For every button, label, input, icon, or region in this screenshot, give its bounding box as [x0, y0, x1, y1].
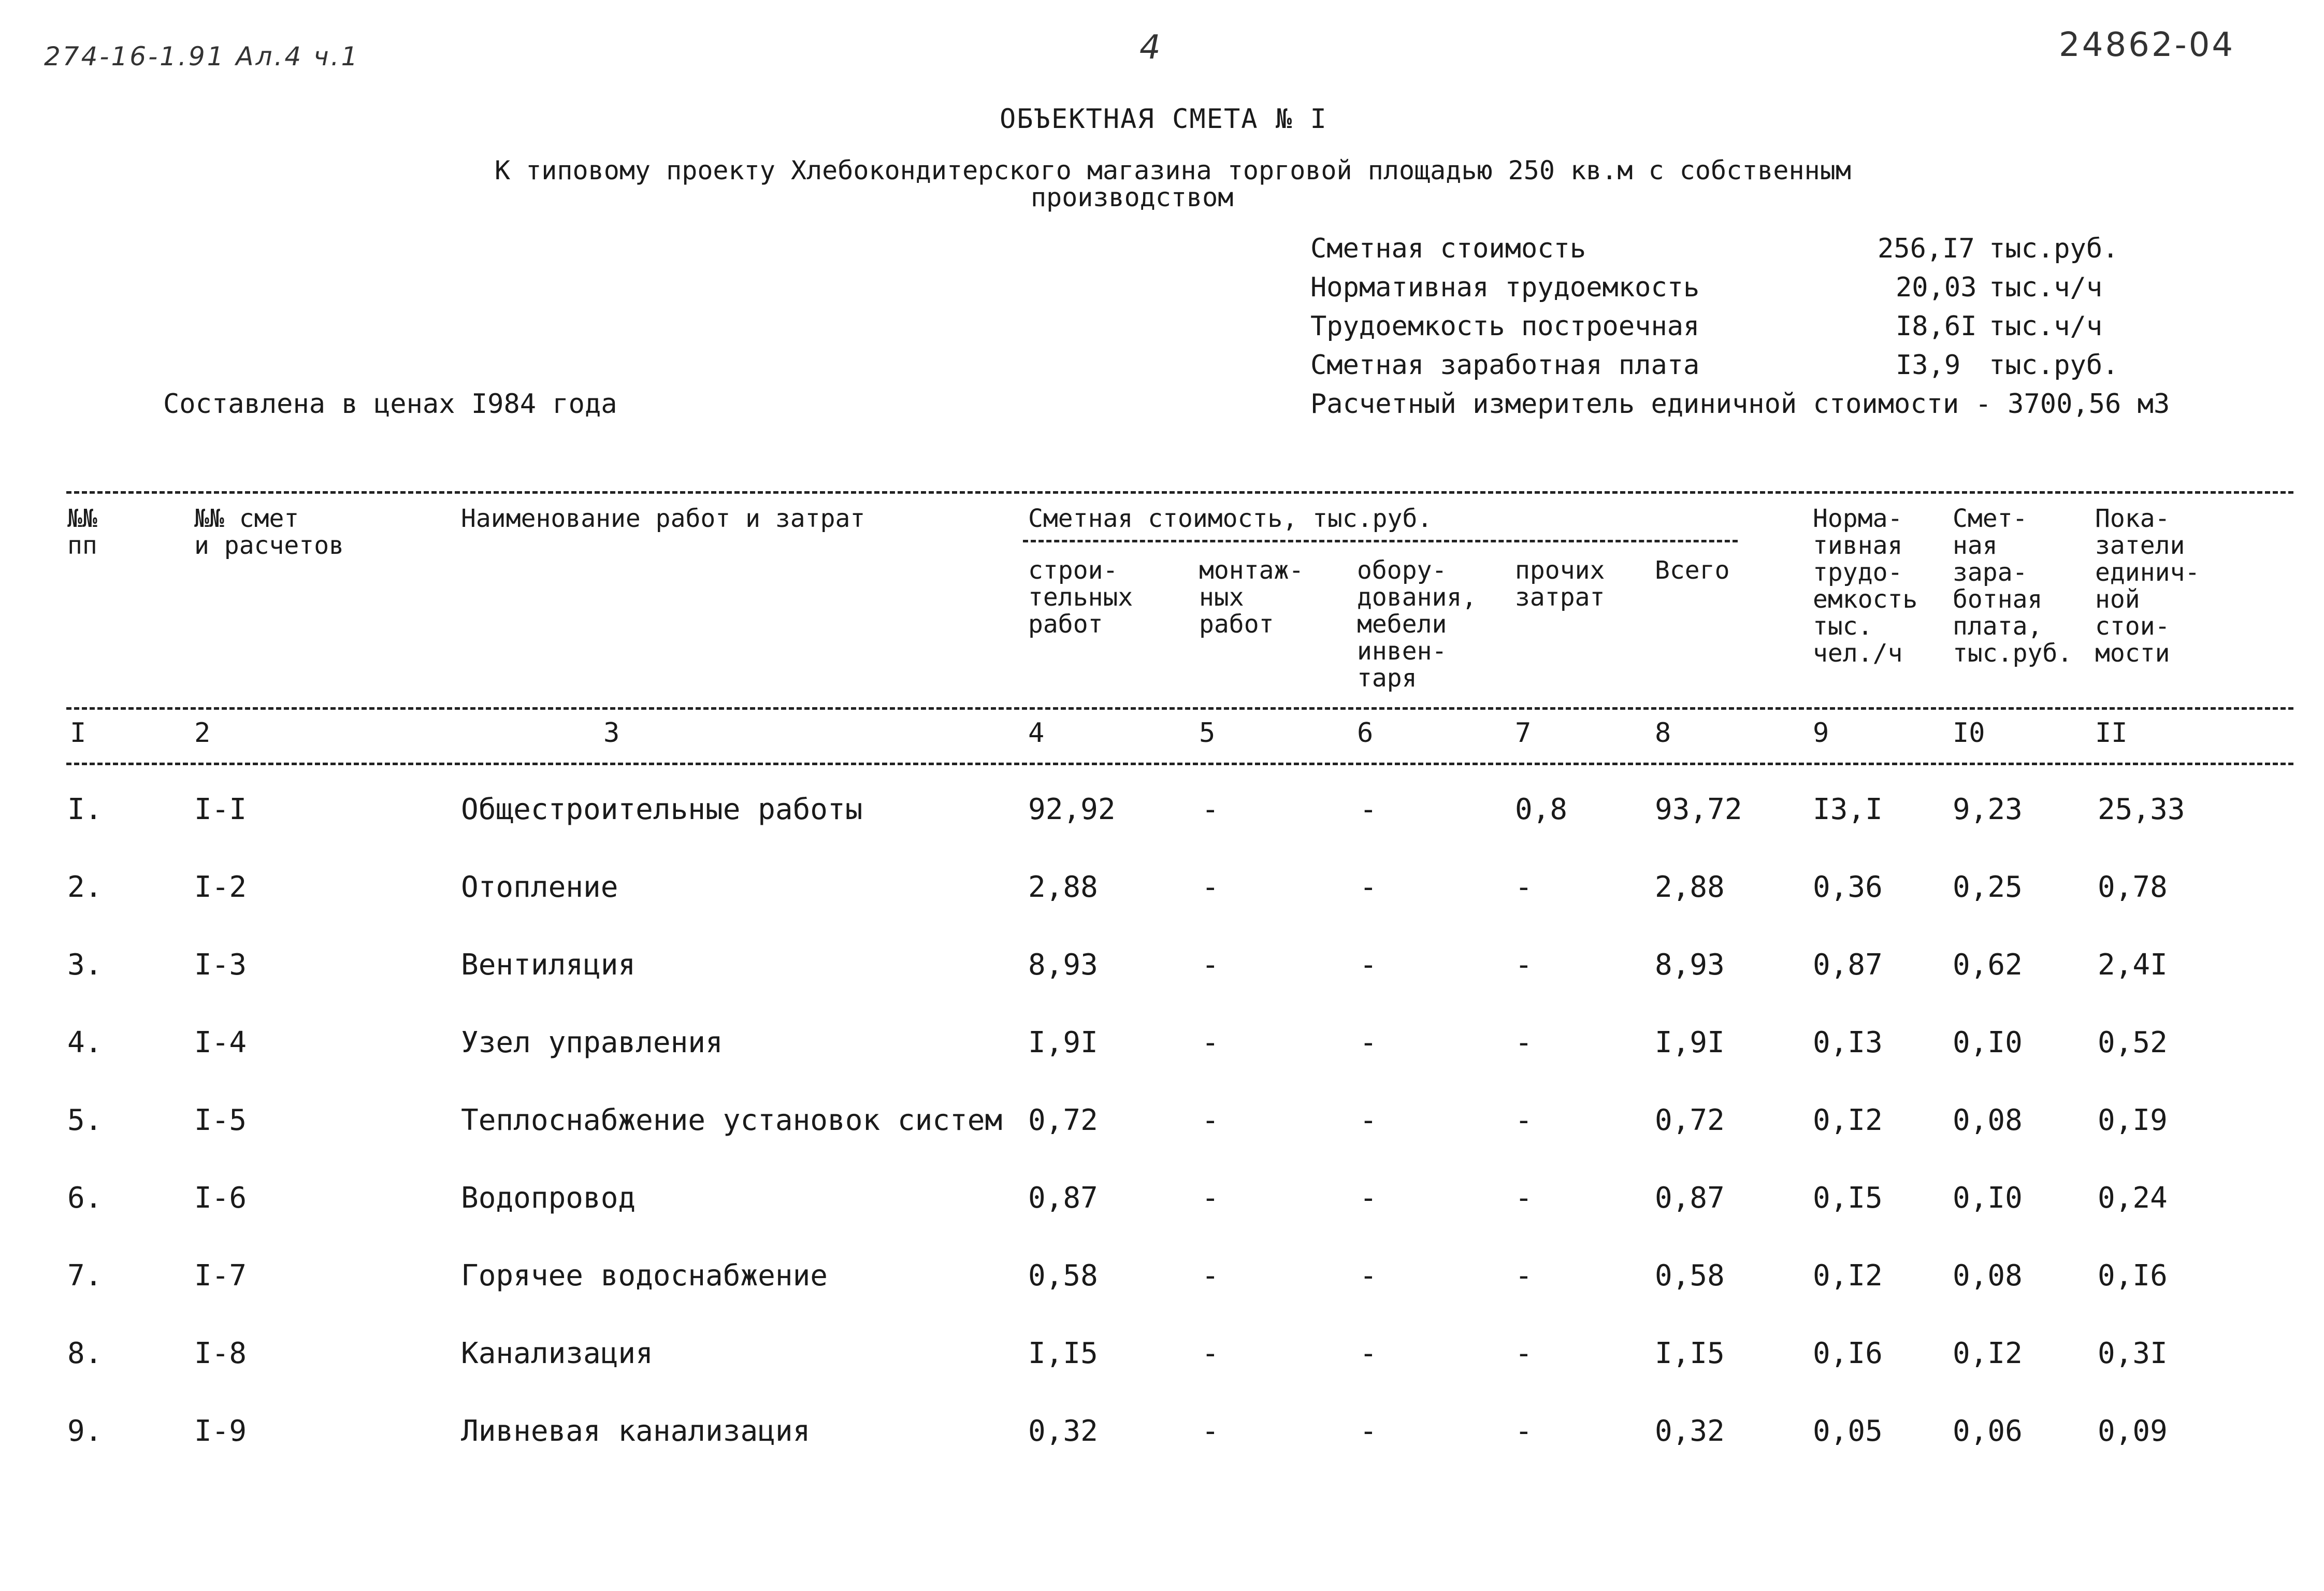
other-cost: - — [1515, 1337, 1533, 1370]
work-name: Вентиляция — [461, 948, 636, 982]
labor-intensity: 0,I2 — [1813, 1103, 1883, 1137]
estimate-number: I-7 — [194, 1259, 247, 1293]
equipment-cost: - — [1360, 1026, 1377, 1059]
labor-intensity: 0,I2 — [1813, 1259, 1883, 1293]
estimate-number: I-3 — [194, 948, 247, 982]
column-number: 5 — [1199, 718, 1216, 749]
labor-intensity: 0,I3 — [1813, 1026, 1883, 1059]
total-cost: 2,88 — [1655, 870, 1725, 904]
header-unit-cost: Пока- затели единич- ной стои- мости — [2095, 504, 2200, 668]
unit-cost-index: 0,78 — [2098, 870, 2168, 904]
table-row — [0, 948, 2324, 1026]
unit-cost-index: 0,09 — [2098, 1414, 2168, 1448]
total-cost: 0,58 — [1655, 1259, 1725, 1293]
column-number: 3 — [603, 718, 620, 749]
row-number: 5. — [67, 1103, 103, 1137]
labor-intensity: 0,I6 — [1813, 1337, 1883, 1370]
wage-cost: 0,I2 — [1953, 1337, 2023, 1370]
estimate-number: I-6 — [194, 1181, 247, 1215]
other-cost: - — [1515, 870, 1533, 904]
construction-cost: 2,88 — [1028, 870, 1098, 904]
summary-value: I8,6I — [1896, 311, 1977, 342]
table-row — [0, 1337, 2324, 1414]
table-row — [0, 793, 2324, 870]
equipment-cost: - — [1360, 1103, 1377, 1137]
row-number: 3. — [67, 948, 103, 982]
header-wage: Смет- ная зара- ботная плата, тыс.руб. — [1953, 504, 2073, 668]
total-cost: 8,93 — [1655, 948, 1725, 982]
other-cost: - — [1515, 1414, 1533, 1448]
table-row — [0, 1103, 2324, 1181]
summary-label: Трудоемкость построечная — [1310, 311, 1700, 342]
estimate-number: I-8 — [194, 1337, 247, 1370]
header-installation: монтаж- ных работ — [1199, 556, 1304, 639]
summary-unit: тыс.ч/ч — [1989, 311, 2103, 342]
column-number: 4 — [1028, 718, 1045, 749]
other-cost: - — [1515, 1026, 1533, 1059]
column-number: 7 — [1515, 718, 1532, 749]
unit-cost-index: 0,I6 — [2098, 1259, 2168, 1293]
work-name: Ливневая канализация — [461, 1414, 811, 1448]
header-other: прочих затрат — [1515, 556, 1605, 612]
labor-intensity: 0,87 — [1813, 948, 1883, 982]
wage-cost: 0,08 — [1953, 1103, 2023, 1137]
table-row — [0, 870, 2324, 948]
summary-value: I3,9 — [1896, 350, 1961, 381]
document-code: 24862-04 — [2059, 26, 2235, 64]
compiled-prices-note: Составлена в ценах I984 года — [163, 389, 617, 420]
cost-group-rule — [1023, 540, 1738, 542]
unit-cost-index: 0,24 — [2098, 1181, 2168, 1215]
summary-value: 256,I7 — [1878, 233, 1975, 264]
wage-cost: 0,08 — [1953, 1259, 2023, 1293]
construction-cost: I,I5 — [1028, 1337, 1098, 1370]
other-cost: - — [1515, 1259, 1533, 1293]
total-cost: 93,72 — [1655, 793, 1742, 826]
labor-intensity: 0,05 — [1813, 1414, 1883, 1448]
row-number: 4. — [67, 1026, 103, 1059]
header-total: Всего — [1655, 556, 1730, 585]
header-cost-group: Сметная стоимость, тыс.руб. — [1028, 504, 1433, 533]
wage-cost: 0,06 — [1953, 1414, 2023, 1448]
column-number: 2 — [194, 718, 211, 749]
row-number: I. — [67, 793, 103, 826]
total-cost: 0,87 — [1655, 1181, 1725, 1215]
installation-cost: - — [1202, 1337, 1219, 1370]
unit-cost-index: 2,4I — [2098, 948, 2168, 982]
summary-value: 20,03 — [1896, 272, 1977, 303]
construction-cost: 8,93 — [1028, 948, 1098, 982]
construction-cost: 0,87 — [1028, 1181, 1098, 1215]
work-name: Теплоснабжение установок систем — [461, 1103, 1003, 1137]
wage-cost: 0,I0 — [1953, 1181, 2023, 1215]
header-estimate-number: №№ смет и расчетов — [194, 504, 344, 560]
installation-cost: - — [1202, 1181, 1219, 1215]
wage-cost: 0,I0 — [1953, 1026, 2023, 1059]
table-top-rule — [66, 491, 2293, 494]
other-cost: - — [1515, 948, 1533, 982]
unit-cost-index: 0,I9 — [2098, 1103, 2168, 1137]
equipment-cost: - — [1360, 1337, 1377, 1370]
column-numbers-rule — [66, 763, 2293, 765]
column-number: 9 — [1813, 718, 1829, 749]
row-number: 7. — [67, 1259, 103, 1293]
construction-cost: 0,32 — [1028, 1414, 1098, 1448]
header-construction: строи- тельных работ — [1028, 556, 1133, 639]
work-name: Водопровод — [461, 1181, 636, 1215]
work-name: Общестроительные работы — [461, 793, 863, 826]
table-row — [0, 1181, 2324, 1259]
equipment-cost: - — [1360, 948, 1377, 982]
header-row-number: №№ пп — [67, 504, 97, 560]
table-row — [0, 1026, 2324, 1103]
construction-cost: 0,72 — [1028, 1103, 1098, 1137]
header-bottom-rule — [66, 707, 2293, 710]
column-number: 8 — [1655, 718, 1671, 749]
summary-unit: тыс.ч/ч — [1989, 272, 2103, 303]
page-number: 4 — [1139, 28, 1163, 67]
equipment-cost: - — [1360, 870, 1377, 904]
table-row — [0, 1414, 2324, 1492]
labor-intensity: I3,I — [1813, 793, 1883, 826]
equipment-cost: - — [1360, 1414, 1377, 1448]
installation-cost: - — [1202, 1103, 1219, 1137]
estimate-number: I-2 — [194, 870, 247, 904]
summary-label: Сметная заработная плата — [1310, 350, 1700, 381]
labor-intensity: 0,36 — [1813, 870, 1883, 904]
summary-unit: тыс.руб. — [1989, 350, 2119, 381]
page-title: ОБЪЕКТНАЯ СМЕТА № I — [1000, 104, 1327, 135]
row-number: 6. — [67, 1181, 103, 1215]
total-cost: I,I5 — [1655, 1337, 1725, 1370]
estimate-number: I-5 — [194, 1103, 247, 1137]
other-cost: 0,8 — [1515, 793, 1568, 826]
construction-cost: 92,92 — [1028, 793, 1116, 826]
subtitle-line-1: К типовому проекту Хлебокондитерского магазина торговой площадью 250 кв.м с собственным — [495, 155, 1851, 185]
installation-cost: - — [1202, 870, 1219, 904]
construction-cost: 0,58 — [1028, 1259, 1098, 1293]
summary-label: Сметная стоимость — [1310, 233, 1586, 264]
row-number: 8. — [67, 1337, 103, 1370]
installation-cost: - — [1202, 793, 1219, 826]
wage-cost: 9,23 — [1953, 793, 2023, 826]
equipment-cost: - — [1360, 793, 1377, 826]
column-number: I — [70, 718, 86, 749]
work-name: Отопление — [461, 870, 618, 904]
measure-line: Расчетный измеритель единичной стоимости - 3700,56 м3 — [1310, 389, 2170, 420]
row-number: 2. — [67, 870, 103, 904]
row-number: 9. — [67, 1414, 103, 1448]
header-equipment: обору- дования, мебели инвен- таря — [1357, 556, 1477, 693]
estimate-number: I-9 — [194, 1414, 247, 1448]
work-name: Горячее водоснабжение — [461, 1259, 828, 1293]
unit-cost-index: 0,52 — [2098, 1026, 2168, 1059]
construction-cost: I,9I — [1028, 1026, 1098, 1059]
work-name: Узел управления — [461, 1026, 723, 1059]
wage-cost: 0,25 — [1953, 870, 2023, 904]
installation-cost: - — [1202, 1259, 1219, 1293]
unit-cost-index: 25,33 — [2098, 793, 2185, 826]
equipment-cost: - — [1360, 1259, 1377, 1293]
summary-label: Нормативная трудоемкость — [1310, 272, 1700, 303]
total-cost: I,9I — [1655, 1026, 1725, 1059]
estimate-number: I-I — [194, 793, 247, 826]
header-labor: Норма- тивная трудо- емкость тыс. чел./ч — [1813, 504, 1918, 668]
header-work-name: Наименование работ и затрат — [461, 504, 865, 533]
installation-cost: - — [1202, 1026, 1219, 1059]
total-cost: 0,72 — [1655, 1103, 1725, 1137]
installation-cost: - — [1202, 948, 1219, 982]
work-name: Канализация — [461, 1337, 653, 1370]
total-cost: 0,32 — [1655, 1414, 1725, 1448]
corner-note: 274-16-1.91 Ал.4 ч.1 — [44, 41, 360, 71]
installation-cost: - — [1202, 1414, 1219, 1448]
subtitle-line-2: производством — [1031, 182, 1234, 212]
wage-cost: 0,62 — [1953, 948, 2023, 982]
column-number: II — [2095, 718, 2128, 749]
other-cost: - — [1515, 1181, 1533, 1215]
column-number: 6 — [1357, 718, 1374, 749]
table-row — [0, 1259, 2324, 1337]
other-cost: - — [1515, 1103, 1533, 1137]
equipment-cost: - — [1360, 1181, 1377, 1215]
column-number: I0 — [1953, 718, 1985, 749]
estimate-number: I-4 — [194, 1026, 247, 1059]
unit-cost-index: 0,3I — [2098, 1337, 2168, 1370]
summary-unit: тыс.руб. — [1989, 233, 2119, 264]
labor-intensity: 0,I5 — [1813, 1181, 1883, 1215]
